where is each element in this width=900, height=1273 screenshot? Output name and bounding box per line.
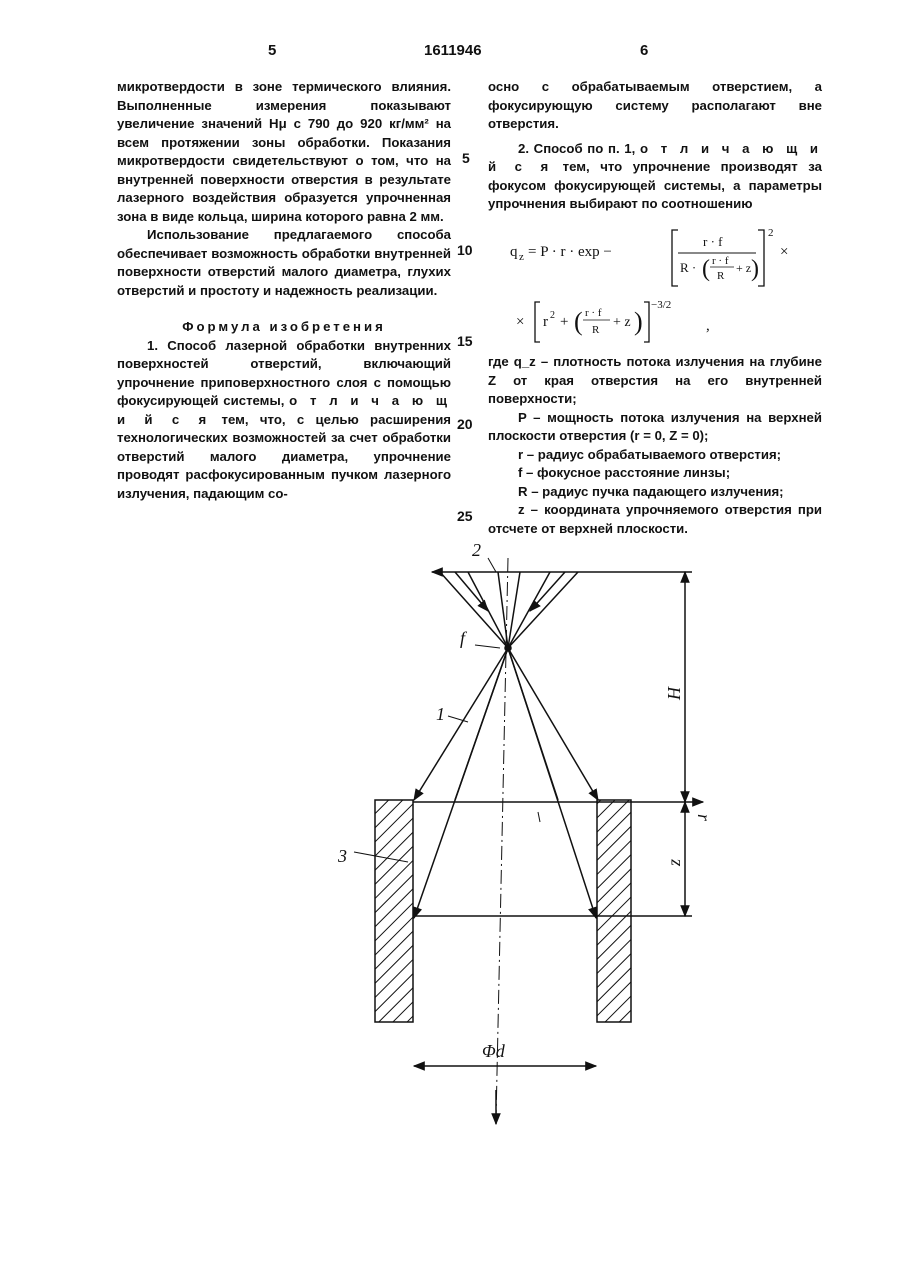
claim-2-start: 2. Способ по п. 1,: [518, 140, 636, 156]
svg-text:+ z: + z: [613, 315, 631, 330]
definition-f: f – фокусное расстояние линзы;: [518, 465, 731, 480]
label-z: z: [664, 858, 684, 866]
svg-text:R ·: R ·: [680, 260, 697, 275]
claim-1-distinguishing: о т л и ч а ю щ и й с я: [117, 393, 451, 427]
svg-text:,: ,: [706, 318, 710, 334]
definition-P: P – мощность потока излучения на верхней плоскости отверстия (r = 0, Z = 0);: [488, 409, 822, 443]
svg-text:(: (: [702, 256, 710, 282]
left-wall: [375, 800, 413, 1022]
svg-text:r · f: r · f: [712, 255, 729, 267]
svg-text:×: ×: [780, 244, 789, 260]
svg-text:+: +: [560, 314, 569, 330]
svg-text:2: 2: [550, 310, 555, 321]
claim-1-start: 1. Способ лазерной обработки внутренних поверхностей отверстий, включающий упрочнение приповерхностного слоя с помощью фокусирующей системы,: [117, 337, 451, 408]
paragraph-microhardness: микротвердости в зоне термического влияния. Выполненные измерения показывают увеличение значений Hμ с 790 до 920 кг/мм² на всем протяжении зоны обработки. Показания микротвердости свидетельствуют о том, что на внутренней поверхности отверстия в результате лазерного воздействия образуется упрочненная зона в виде кольца, ширина которого равна 2 мм.: [117, 79, 451, 224]
claim-2-end: тем, что упрочнение производят за фокусом фокусирующей системы, а параметры упрочнения выбирают по соотношению: [488, 159, 822, 211]
svg-text:R: R: [717, 270, 725, 282]
formula-rhs: = P · r · exp −: [528, 244, 612, 260]
svg-text:+ z: + z: [736, 261, 752, 275]
svg-text:r · f: r · f: [585, 307, 602, 319]
svg-text:R: R: [592, 324, 600, 336]
svg-text:2: 2: [768, 227, 774, 239]
svg-text:): ): [751, 256, 759, 282]
definition-R: R – радиус пучка падающего излучения;: [518, 483, 784, 499]
svg-text:(: (: [574, 307, 583, 336]
label-f: f: [460, 628, 466, 648]
svg-text:−3/2: −3/2: [651, 299, 672, 311]
page-number-left: 5: [268, 42, 277, 59]
formula-lhs: q: [510, 244, 518, 260]
claim-2-distinguishing: о т л и ч а ю щ и й с я: [488, 140, 823, 174]
label-diameter: Φd: [482, 1041, 505, 1061]
svg-text:): ): [634, 307, 643, 336]
label-3: 3: [338, 846, 347, 866]
right-wall: [597, 800, 631, 1022]
line-number-5: 5: [462, 150, 470, 166]
page-number-right: 6: [640, 42, 649, 59]
line-number-10: 10: [457, 242, 473, 258]
svg-text:×: ×: [516, 314, 525, 330]
line-number-15: 15: [457, 333, 473, 349]
formula-sub: z: [519, 251, 524, 263]
paragraph-usage: Использование предлагаемого способа обеспечивает возможность обработки внутренней поверхности отверстий малого диаметра, глухих отверстий и простоту и надежность реализации.: [117, 227, 451, 298]
svg-text:r: r: [543, 314, 548, 330]
paragraph-coaxial: осно с обрабатываемым отверстием, а фокусирующую систему располагают вне отверстия.: [488, 79, 822, 131]
label-r: r: [694, 814, 714, 822]
patent-number: 1611946: [424, 42, 482, 59]
label-2: 2: [472, 540, 481, 560]
line-number-20: 20: [457, 416, 473, 432]
definition-r: r – радиус обрабатываемого отверстия;: [518, 446, 782, 462]
svg-text:r · f: r · f: [703, 234, 723, 249]
claim-1-end: тем, что, с целью расширения технологических возможностей за счет обработки отверстий малого диаметра, упрочнение проводят расфокусированным пучком лазерного излучения, падающим со-: [117, 411, 451, 501]
definition-z: z – координата упрочняемого отверстия при отсчете от верхней плоскости.: [488, 502, 822, 536]
label-1: 1: [436, 704, 445, 724]
label-H: H: [664, 687, 684, 700]
definition-qz: где q_z – плотность потока излучения на глубине Z от края отверстия на его внутренней поверхности;: [488, 354, 822, 406]
claims-heading: Формула изобретения: [182, 319, 386, 334]
line-number-25: 25: [457, 508, 473, 524]
